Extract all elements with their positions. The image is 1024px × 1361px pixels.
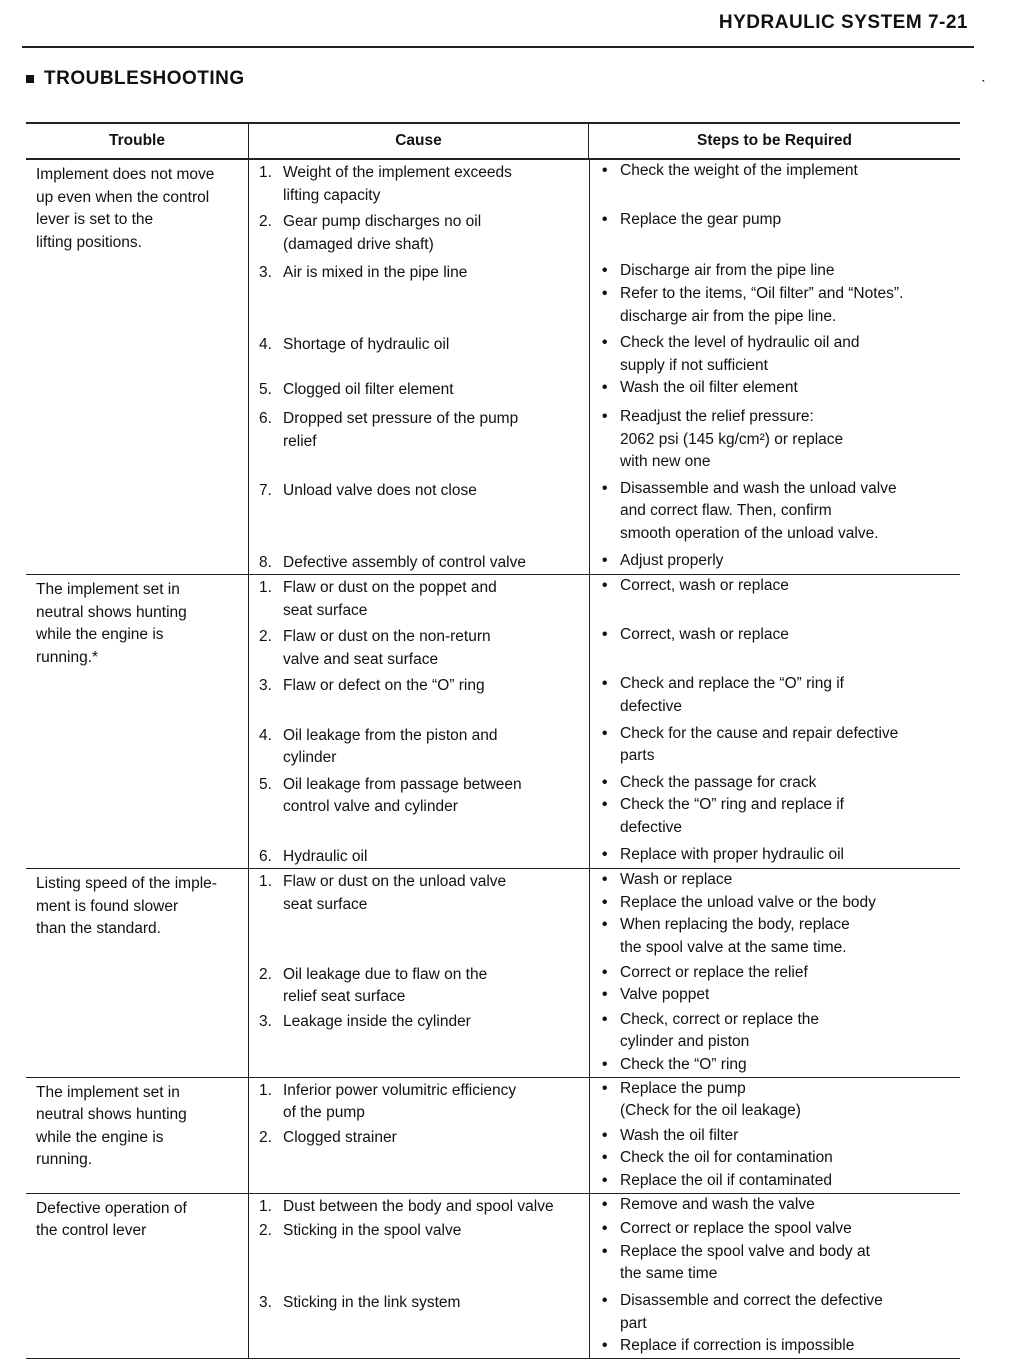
- cause-number: 2.: [259, 1128, 272, 1146]
- bullet-dot-icon: •: [602, 1126, 608, 1144]
- bullet-dot-icon: •: [602, 1337, 608, 1355]
- cause-cell: [249, 474, 589, 546]
- cause-text: Clogged oil filter element: [283, 381, 454, 399]
- column-header-steps: Steps to be Required: [588, 124, 960, 158]
- step-item: [602, 1218, 957, 1241]
- cause-number: 1.: [259, 873, 272, 891]
- bullet-dot-icon: •: [602, 796, 608, 814]
- cause-cell: [249, 960, 589, 1009]
- step-text: Correct, wash or replace: [620, 577, 789, 595]
- step-text: Readjust the relief pressure: 2062 psi (145 kg/cm²) or replace with new one: [620, 407, 844, 471]
- table-body: [26, 160, 960, 1359]
- bullet-dot-icon: •: [602, 675, 608, 693]
- table-row: [249, 474, 960, 546]
- bullet-dot-icon: •: [602, 626, 608, 644]
- step-item: [602, 962, 957, 985]
- cause-number: 2.: [259, 1222, 272, 1240]
- step-item: [602, 984, 957, 1007]
- cause-text: Air is mixed in the pipe line: [283, 264, 468, 282]
- cause-text: Weight of the implement exceeds lifting capacity: [283, 164, 512, 204]
- step-text: Replace the pump (Check for the oil leakage): [620, 1079, 801, 1120]
- table-row: [249, 671, 960, 718]
- step-item: [602, 160, 957, 183]
- trouble-group: [26, 869, 960, 1077]
- table-row: [249, 256, 960, 328]
- cause-number: 3.: [259, 1293, 272, 1311]
- trouble-group: [26, 160, 960, 575]
- cause-text: Oil leakage from the piston and cylinder: [283, 726, 498, 767]
- cause-number: 5.: [259, 381, 272, 399]
- steps-cell: [589, 1009, 961, 1077]
- cause-number: 1.: [259, 1081, 272, 1099]
- step-item: [602, 332, 957, 377]
- table-row: [249, 575, 960, 622]
- table-row: [249, 770, 960, 840]
- cause-text: Sticking in the spool valve: [283, 1222, 462, 1240]
- header-rule: [22, 46, 974, 48]
- cause-number: 2.: [259, 628, 272, 646]
- table-row: [249, 160, 960, 207]
- bullet-dot-icon: •: [602, 1055, 608, 1073]
- trouble-text: Implement does not move up even when the control lever is set to the lifting positions.: [36, 166, 215, 251]
- cause-number: 6.: [259, 409, 272, 427]
- steps-cell: [589, 1286, 961, 1358]
- step-item: [602, 1147, 957, 1170]
- cause-cell: [249, 1009, 589, 1077]
- bullet-dot-icon: •: [602, 551, 608, 569]
- cause-step-list: [248, 1078, 960, 1193]
- cause-cell: [249, 671, 589, 718]
- cause-step-list: [248, 575, 960, 868]
- step-item: [602, 892, 957, 915]
- cause-cell: [249, 207, 589, 256]
- cause-text: Flaw or dust on the non-return valve and seat surface: [283, 628, 491, 668]
- cause-number: 1.: [259, 164, 272, 181]
- step-text: Wash or replace: [620, 871, 733, 889]
- section-title-text: TROUBLESHOOTING: [44, 68, 245, 89]
- steps-cell: [589, 575, 961, 622]
- cause-text: Inferior power volumitric efficiency of the pump: [283, 1081, 517, 1122]
- bullet-dot-icon: •: [602, 986, 608, 1004]
- step-item: [602, 575, 957, 598]
- step-text: Disassemble and wash the unload valve and correct flaw. Then, confirm smooth operation of the unload valve.: [620, 479, 897, 542]
- trouble-group: [26, 1078, 960, 1194]
- bullet-dot-icon: •: [602, 916, 608, 934]
- cause-number: 4.: [259, 726, 272, 744]
- step-text: Check the “O” ring and replace if defective: [620, 796, 844, 837]
- step-text: Valve poppet: [620, 986, 710, 1004]
- step-item: [602, 1194, 957, 1217]
- step-text: Check the “O” ring: [620, 1055, 747, 1073]
- step-text: Check and replace the “O” ring if defective: [620, 675, 844, 716]
- cause-cell: [249, 377, 589, 402]
- section-title: [26, 68, 245, 90]
- steps-cell: [589, 1218, 961, 1286]
- cause-cell: [249, 770, 589, 840]
- step-item: [602, 1078, 957, 1123]
- step-text: Check, correct or replace the cylinder and piston: [620, 1010, 820, 1051]
- column-header-trouble: Trouble: [109, 132, 165, 149]
- cause-text: Defective assembly of control valve: [283, 553, 526, 571]
- step-item: [602, 283, 957, 328]
- steps-cell: [589, 328, 961, 377]
- steps-cell: [589, 1125, 961, 1193]
- bullet-dot-icon: •: [602, 1079, 608, 1097]
- steps-cell: [589, 869, 961, 959]
- bullet-dot-icon: •: [602, 724, 608, 742]
- step-text: Replace the spool valve and body at the same time: [620, 1242, 870, 1283]
- bullet-dot-icon: •: [602, 284, 608, 302]
- cause-number: 1.: [259, 1197, 272, 1215]
- cause-text: Clogged strainer: [283, 1128, 397, 1146]
- trouble-text: Listing speed of the imple- ment is found slower than the standard.: [36, 875, 217, 938]
- step-item: [602, 1170, 957, 1193]
- cause-number: 8.: [259, 553, 272, 571]
- step-text: Wash the oil filter element: [620, 379, 798, 397]
- step-item: [602, 794, 957, 839]
- table-row: [249, 1078, 960, 1125]
- cause-cell: [249, 622, 589, 671]
- bullet-dot-icon: •: [602, 845, 608, 863]
- step-item: [602, 550, 957, 573]
- cause-cell: [249, 402, 589, 474]
- steps-cell: [589, 960, 961, 1009]
- step-item: [602, 844, 957, 867]
- cause-text: Gear pump discharges no oil (damaged drive shaft): [283, 213, 482, 253]
- bullet-dot-icon: •: [602, 379, 608, 397]
- step-item: [602, 869, 957, 892]
- step-item: [602, 1335, 957, 1358]
- steps-cell: [589, 256, 961, 328]
- table-row: [249, 207, 960, 256]
- bullet-dot-icon: •: [602, 1149, 608, 1167]
- cause-number: 3.: [259, 264, 272, 282]
- cause-text: Unload valve does not close: [283, 481, 477, 499]
- cause-number: 5.: [259, 775, 272, 793]
- steps-cell: [589, 402, 961, 474]
- cause-text: Sticking in the link system: [283, 1293, 461, 1311]
- bullet-dot-icon: •: [602, 334, 608, 352]
- steps-cell: [589, 719, 961, 770]
- step-text: Correct, wash or replace: [620, 626, 789, 644]
- cause-cell: [249, 1218, 589, 1286]
- cause-text: Oil leakage due to flaw on the relief seat surface: [283, 965, 488, 1006]
- steps-cell: [589, 160, 961, 207]
- cause-number: 2.: [259, 965, 272, 983]
- cause-text: Dropped set pressure of the pump relief: [283, 409, 519, 450]
- cause-text: Flaw or dust on the poppet and seat surface: [283, 579, 497, 619]
- cause-cell: [249, 1125, 589, 1193]
- bullet-dot-icon: •: [602, 407, 608, 425]
- step-text: Replace the oil if contaminated: [620, 1171, 832, 1189]
- cause-step-list: [248, 1194, 960, 1358]
- cause-number: 7.: [259, 481, 272, 499]
- step-text: Discharge air from the pipe line: [620, 262, 835, 280]
- step-item: [602, 914, 957, 959]
- step-item: [602, 624, 957, 647]
- steps-cell: [589, 1078, 961, 1125]
- bullet-dot-icon: •: [602, 963, 608, 981]
- table-row: [249, 377, 960, 402]
- step-text: Disassemble and correct the defective part: [620, 1291, 883, 1332]
- step-item: [602, 1009, 957, 1054]
- table-row: [249, 840, 960, 869]
- cause-number: 1.: [259, 579, 272, 597]
- cause-number: 6.: [259, 847, 272, 865]
- trouble-text: The implement set in neutral shows hunting while the engine is running.*: [36, 581, 187, 666]
- cause-text: Hydraulic oil: [283, 847, 368, 865]
- cause-text: Leakage inside the cylinder: [283, 1012, 471, 1030]
- cause-step-list: [248, 160, 960, 574]
- bullet-dot-icon: •: [602, 162, 608, 179]
- bullet-dot-icon: •: [602, 893, 608, 911]
- table-row: [249, 402, 960, 474]
- bullet-dot-icon: •: [602, 479, 608, 497]
- step-item: [602, 673, 957, 718]
- cause-cell: [249, 869, 589, 959]
- step-item: [602, 772, 957, 795]
- steps-cell: [589, 840, 961, 869]
- bullet-dot-icon: •: [602, 1010, 608, 1028]
- cause-cell: [249, 256, 589, 328]
- bullet-dot-icon: •: [602, 577, 608, 595]
- step-text: Check for the cause and repair defective parts: [620, 724, 899, 765]
- stray-mark: ˎ: [981, 66, 986, 82]
- steps-cell: [589, 207, 961, 256]
- step-item: [602, 1241, 957, 1286]
- cause-text: Oil leakage from passage between control valve and cylinder: [283, 775, 522, 816]
- bullet-square-icon: [26, 75, 34, 83]
- cause-step-list: [248, 869, 960, 1076]
- table-row: [249, 546, 960, 575]
- step-text: Check the passage for crack: [620, 773, 817, 791]
- cause-cell: [249, 546, 589, 575]
- step-text: Replace the unload valve or the body: [620, 893, 876, 911]
- bullet-dot-icon: •: [602, 1220, 608, 1238]
- page-header: HYDRAULIC SYSTEM 7-21: [718, 12, 968, 33]
- bullet-dot-icon: •: [602, 262, 608, 280]
- table-row: [249, 869, 960, 959]
- table-row: [249, 1125, 960, 1193]
- step-text: Adjust properly: [620, 551, 724, 569]
- cause-cell: [249, 719, 589, 770]
- table-row: [249, 1194, 960, 1219]
- steps-cell: [589, 770, 961, 840]
- table-row: [249, 1218, 960, 1286]
- troubleshooting-table: [26, 122, 960, 1359]
- cause-text: Flaw or defect on the “O” ring: [283, 677, 485, 695]
- trouble-group: [26, 575, 960, 869]
- bullet-dot-icon: •: [602, 1242, 608, 1260]
- step-item: [602, 723, 957, 768]
- cause-number: 3.: [259, 677, 272, 695]
- step-text: Wash the oil filter: [620, 1126, 739, 1144]
- step-text: When replacing the body, replace the spool valve at the same time.: [620, 916, 850, 956]
- cause-cell: [249, 1078, 589, 1125]
- trouble-text: Defective operation of the control lever: [36, 1199, 187, 1240]
- trouble-text: The implement set in neutral shows hunting while the engine is running.: [36, 1083, 187, 1169]
- cause-cell: [249, 328, 589, 377]
- bullet-dot-icon: •: [602, 1171, 608, 1189]
- step-item: [602, 377, 957, 400]
- step-text: Replace with proper hydraulic oil: [620, 845, 845, 863]
- cause-number: 4.: [259, 336, 272, 354]
- steps-cell: [589, 546, 961, 575]
- table-row: [249, 719, 960, 770]
- step-text: Refer to the items, “Oil filter” and “Notes”. discharge air from the pipe line.: [620, 284, 904, 325]
- steps-cell: [589, 622, 961, 671]
- trouble-group: [26, 1194, 960, 1359]
- step-text: Check the weight of the implement: [620, 162, 858, 179]
- step-text: Replace if correction is impossible: [620, 1337, 855, 1355]
- steps-cell: [589, 474, 961, 546]
- cause-text: Dust between the body and spool valve: [283, 1197, 554, 1215]
- table-row: [249, 328, 960, 377]
- steps-cell: [589, 1194, 961, 1219]
- step-text: Remove and wash the valve: [620, 1195, 815, 1213]
- cause-text: Shortage of hydraulic oil: [283, 336, 450, 354]
- step-text: Correct or replace the spool valve: [620, 1220, 852, 1238]
- step-item: [602, 1054, 957, 1077]
- table-row: [249, 1009, 960, 1077]
- cause-number: 2.: [259, 213, 272, 231]
- table-row: [249, 622, 960, 671]
- cause-cell: [249, 1194, 589, 1219]
- table-row: [249, 960, 960, 1009]
- step-item: [602, 1290, 957, 1335]
- cause-cell: [249, 575, 589, 622]
- table-header: [26, 124, 960, 160]
- cause-cell: [249, 1286, 589, 1358]
- step-item: [602, 478, 957, 546]
- column-header-cause: Cause: [248, 124, 588, 158]
- step-text: Correct or replace the relief: [620, 963, 808, 981]
- step-item: [602, 406, 957, 474]
- step-item: [602, 1125, 957, 1148]
- step-text: Replace the gear pump: [620, 211, 782, 229]
- bullet-dot-icon: •: [602, 1195, 608, 1213]
- step-text: Check the level of hydraulic oil and supply if not sufficient: [620, 334, 860, 374]
- step-item: [602, 209, 957, 232]
- bullet-dot-icon: •: [602, 211, 608, 229]
- table-row: [249, 1286, 960, 1358]
- cause-cell: [249, 840, 589, 869]
- steps-cell: [589, 377, 961, 402]
- bullet-dot-icon: •: [602, 1291, 608, 1309]
- step-text: Check the oil for contamination: [620, 1149, 833, 1167]
- bullet-dot-icon: •: [602, 773, 608, 791]
- step-item: [602, 260, 957, 283]
- bullet-dot-icon: •: [602, 871, 608, 889]
- cause-number: 3.: [259, 1012, 272, 1030]
- cause-text: Flaw or dust on the unload valve seat surface: [283, 873, 507, 913]
- cause-cell: [249, 160, 589, 207]
- steps-cell: [589, 671, 961, 718]
